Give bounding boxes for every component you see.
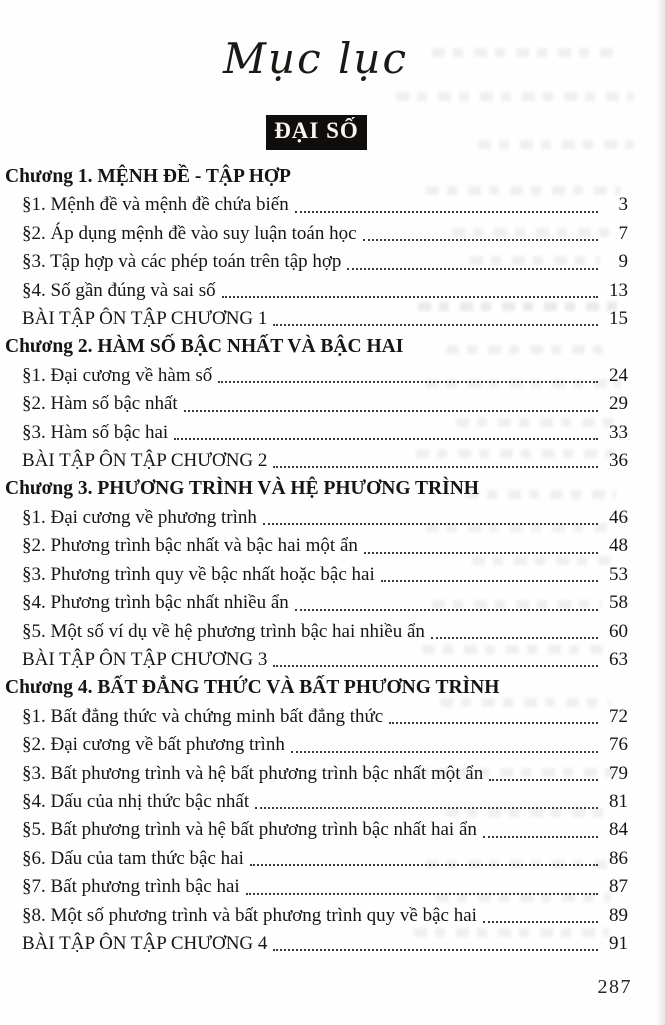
toc-item-row (5, 845, 628, 873)
chapter-review-row (5, 305, 628, 333)
toc-item-row (5, 561, 628, 589)
dot-leader (255, 807, 598, 809)
dot-leader (273, 466, 598, 468)
item-page-number: 53 (609, 563, 628, 585)
item-page-number: 84 (609, 819, 628, 841)
toc-item-row (5, 390, 628, 418)
dot-leader (363, 239, 598, 241)
item-page-number: 48 (609, 535, 628, 557)
item-page-number: 58 (609, 592, 628, 614)
item-page-number: 89 (609, 904, 628, 926)
dot-leader (381, 580, 598, 582)
toc-item-row (5, 220, 628, 248)
dot-leader (273, 665, 598, 667)
dot-leader (263, 523, 598, 525)
dot-leader (364, 552, 598, 554)
toc-item-label: §2. Hàm số bậc nhất (22, 393, 178, 415)
toc-item-label: §5. Một số ví dụ về hệ phương trình bậc hai nhiều ẩn (22, 620, 425, 642)
toc-item-label: §7. Bất phương trình bậc hai (22, 876, 240, 898)
chapter-review-row (5, 930, 628, 958)
dot-leader (295, 211, 598, 213)
dot-leader (431, 637, 598, 639)
chapter-heading: Chương 4. BẤT ĐẲNG THỨC VÀ BẤT PHƯƠNG TRÌNH (5, 677, 500, 699)
toc-item-row (5, 248, 628, 276)
toc-item-row (5, 873, 628, 901)
toc-item-label: §3. Phương trình quy về bậc nhất hoặc bậc hai (22, 563, 375, 585)
toc-item-row (5, 731, 628, 759)
toc-item-label: §3. Hàm số bậc hai (22, 421, 169, 443)
toc-item-label: §2. Đại cương về bất phương trình (22, 734, 285, 756)
toc-list (5, 163, 628, 958)
section-banner-row (0, 115, 649, 150)
dot-leader (295, 609, 598, 611)
section-banner: ĐẠI SỐ (266, 115, 367, 150)
dot-leader (222, 296, 598, 298)
toc-item-row (5, 788, 628, 816)
item-page-number: 79 (609, 762, 628, 784)
dot-leader (246, 893, 598, 895)
item-page-number: 13 (609, 279, 628, 301)
item-page-number: 7 (618, 222, 628, 244)
toc-item-label: §1. Đại cương về phương trình (22, 506, 257, 528)
dot-leader (184, 410, 598, 412)
toc-item-label: §4. Số gần đúng và sai số (22, 279, 216, 301)
page-number: 287 (597, 976, 632, 998)
chapter-heading: Chương 3. PHƯƠNG TRÌNH VÀ HỆ PHƯƠNG TRÌNH (5, 478, 479, 500)
dot-leader (489, 779, 598, 781)
toc-item-row (5, 419, 628, 447)
item-page-number: 3 (618, 194, 628, 216)
toc-item-row (5, 277, 628, 305)
toc-item-label: §8. Một số phương trình và bất phương trình quy về bậc hai (22, 904, 477, 926)
item-page-number: 86 (609, 847, 628, 869)
toc-item-label: BÀI TẬP ÔN TẬP CHƯƠNG 3 (22, 648, 268, 670)
toc-item-label: §2. Áp dụng mệnh đề vào suy luận toán học (22, 222, 357, 244)
dot-leader (291, 751, 598, 753)
item-page-number: 9 (618, 251, 628, 273)
toc-item-label: §2. Phương trình bậc nhất và bậc hai một ẩn (22, 535, 358, 557)
chapter-heading: Chương 2. HÀM SỐ BẬC NHẤT VÀ BẬC HAI (5, 336, 404, 358)
dot-leader (483, 921, 598, 923)
page-title: Mục lục (223, 34, 408, 83)
toc-item-row (5, 618, 628, 646)
page-edge-shadow (656, 0, 665, 1025)
dot-leader (273, 324, 598, 326)
chapter-review-row (5, 447, 628, 475)
dot-leader (273, 949, 598, 951)
dot-leader (347, 268, 598, 270)
dot-leader (483, 836, 598, 838)
toc-item-label: BÀI TẬP ÔN TẬP CHƯƠNG 1 (22, 308, 268, 330)
toc-item-label: §3. Tập hợp và các phép toán trên tập hợp (22, 251, 342, 273)
toc-item-row (5, 191, 628, 219)
toc-item-label: §1. Đại cương về hàm số (22, 364, 213, 386)
toc-item-label: BÀI TẬP ÔN TẬP CHƯƠNG 2 (22, 450, 268, 472)
item-page-number: 72 (609, 705, 628, 727)
item-page-number: 24 (609, 364, 628, 386)
toc-item-label: §1. Bất đẳng thức và chứng minh bất đẳng thức (22, 705, 384, 727)
toc-item-label: §6. Dấu của tam thức bậc hai (22, 847, 244, 869)
item-page-number: 76 (609, 734, 628, 756)
item-page-number: 29 (609, 393, 628, 415)
toc-item-label: §4. Dấu của nhị thức bậc nhất (22, 790, 250, 812)
toc-item-row (5, 902, 628, 930)
toc-item-row (5, 589, 628, 617)
ghost-text-artifact (396, 92, 634, 101)
toc-item-row (5, 816, 628, 844)
item-page-number: 91 (609, 932, 628, 954)
dot-leader (389, 722, 598, 724)
toc-item-row (5, 362, 628, 390)
toc-item-label: §3. Bất phương trình và hệ bất phương trình bậc nhất một ẩn (22, 762, 484, 784)
toc-item-label: §5. Bất phương trình và hệ bất phương trình bậc nhất hai ẩn (22, 819, 477, 841)
item-page-number: 63 (609, 648, 628, 670)
item-page-number: 33 (609, 421, 628, 443)
item-page-number: 87 (609, 876, 628, 898)
toc-item-label: §1. Mệnh đề và mệnh đề chứa biến (22, 194, 289, 216)
dot-leader (250, 864, 598, 866)
item-page-number: 60 (609, 620, 628, 642)
dot-leader (174, 438, 598, 440)
toc-item-row (5, 532, 628, 560)
item-page-number: 15 (609, 308, 628, 330)
chapter-review-row (5, 646, 628, 674)
chapter-heading: Chương 1. MỆNH ĐỀ - TẬP HỢP (5, 166, 291, 187)
item-page-number: 81 (609, 790, 628, 812)
item-page-number: 46 (609, 506, 628, 528)
toc-item-label: §4. Phương trình bậc nhất nhiều ẩn (22, 592, 289, 614)
item-page-number: 36 (609, 450, 628, 472)
toc-item-label: BÀI TẬP ÔN TẬP CHƯƠNG 4 (22, 932, 268, 954)
toc-item-row (5, 760, 628, 788)
toc-item-row (5, 703, 628, 731)
toc-item-row (5, 504, 628, 532)
dot-leader (218, 381, 598, 383)
